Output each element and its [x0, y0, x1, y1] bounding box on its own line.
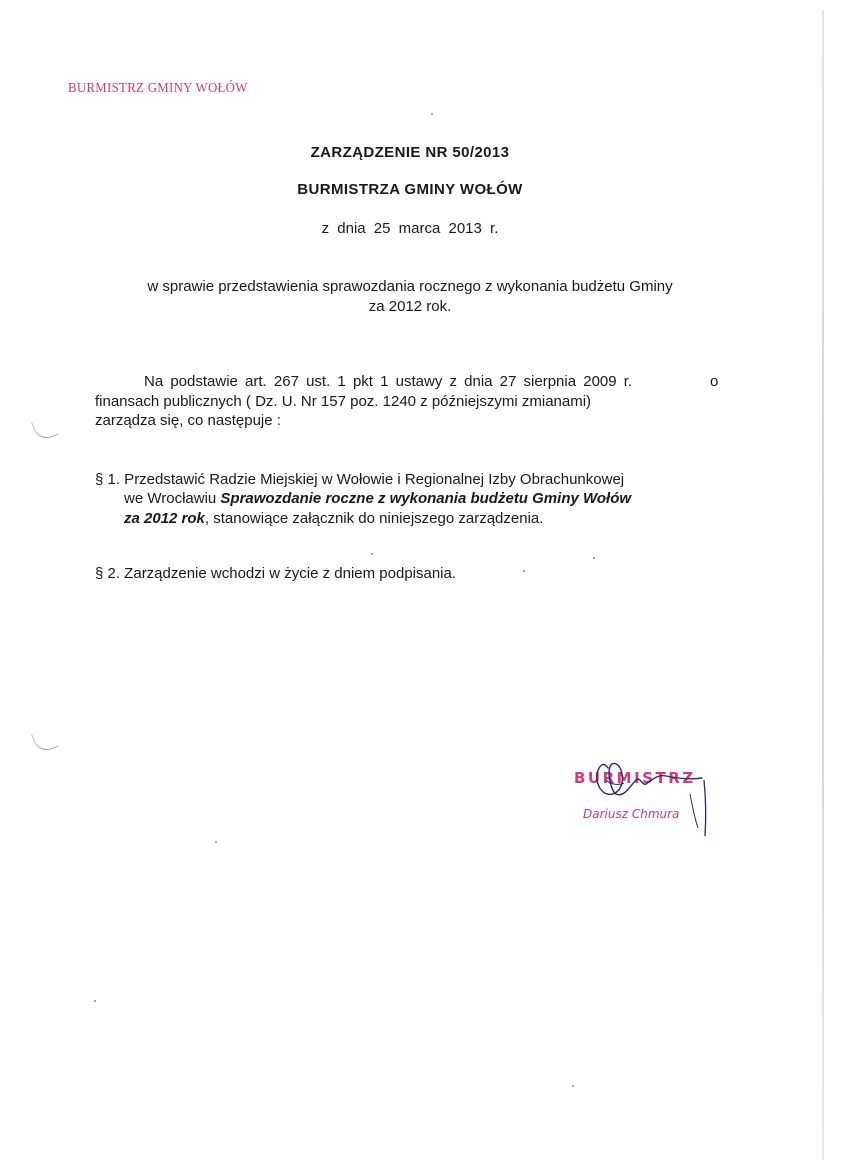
page-edge-shadow: [822, 10, 824, 1160]
header-stamp: BURMISTRZ GMINY WOŁÓW: [68, 81, 248, 96]
signature-stamp-title: BURMISTRZ: [574, 769, 696, 787]
handwritten-signature: [580, 750, 720, 845]
document-subtitle: BURMISTRZA GMINY WOŁÓW: [297, 181, 523, 198]
scan-speck: [593, 557, 595, 559]
legal-basis-line-2: finansach publicznych ( Dz. U. Nr 157 poz. 1240 z późniejszymi zmianami): [95, 393, 592, 410]
scan-speck: [94, 1000, 96, 1002]
legal-basis-line-1: Na podstawie art. 267 ust. 1 pkt 1 ustawy z dnia 27 sierpnia 2009 r.: [144, 373, 633, 390]
subject-line-2: za 2012 rok.: [368, 298, 452, 315]
document-title: ZARZĄDZENIE NR 50/2013: [310, 144, 510, 161]
section-1-line-2-prefix: we Wrocławiu: [124, 490, 221, 507]
legal-basis-line-1-end: o: [710, 373, 719, 390]
section-2: § 2. Zarządzenie wchodzi w życie z dniem podpisania.: [95, 565, 457, 582]
scan-speck: [523, 570, 525, 572]
subject-line-1: w sprawie przedstawienia sprawozdania rocznego z wykonania budżetu Gminy: [147, 278, 673, 295]
scan-speck: [431, 113, 433, 115]
section-1-line-3: [124, 510, 543, 527]
document-date: z dnia 25 marca 2013 r.: [321, 220, 499, 237]
punch-hole-mark: [31, 415, 58, 442]
report-year-emphasis: za 2012 rok: [124, 510, 205, 527]
report-title-emphasis: Sprawozdanie roczne z wykonania budżetu Gminy Wołów: [220, 490, 632, 507]
scan-speck: [215, 841, 217, 843]
signature-stamp-name: Dariusz Chmura: [583, 807, 680, 821]
punch-hole-mark: [31, 727, 58, 754]
section-1-line-3-suffix: , stanowiące załącznik do niniejszego zarządzenia.: [204, 510, 544, 527]
section-1-line-1: § 1. Przedstawić Radzie Miejskiej w Wołowie i Regionalnej Izby Obrachunkowej: [95, 471, 625, 488]
scan-speck: [572, 1085, 574, 1087]
section-1-line-2: [124, 490, 631, 507]
scan-speck: [371, 553, 373, 555]
legal-basis-line-3: zarządza się, co następuje :: [95, 412, 281, 429]
